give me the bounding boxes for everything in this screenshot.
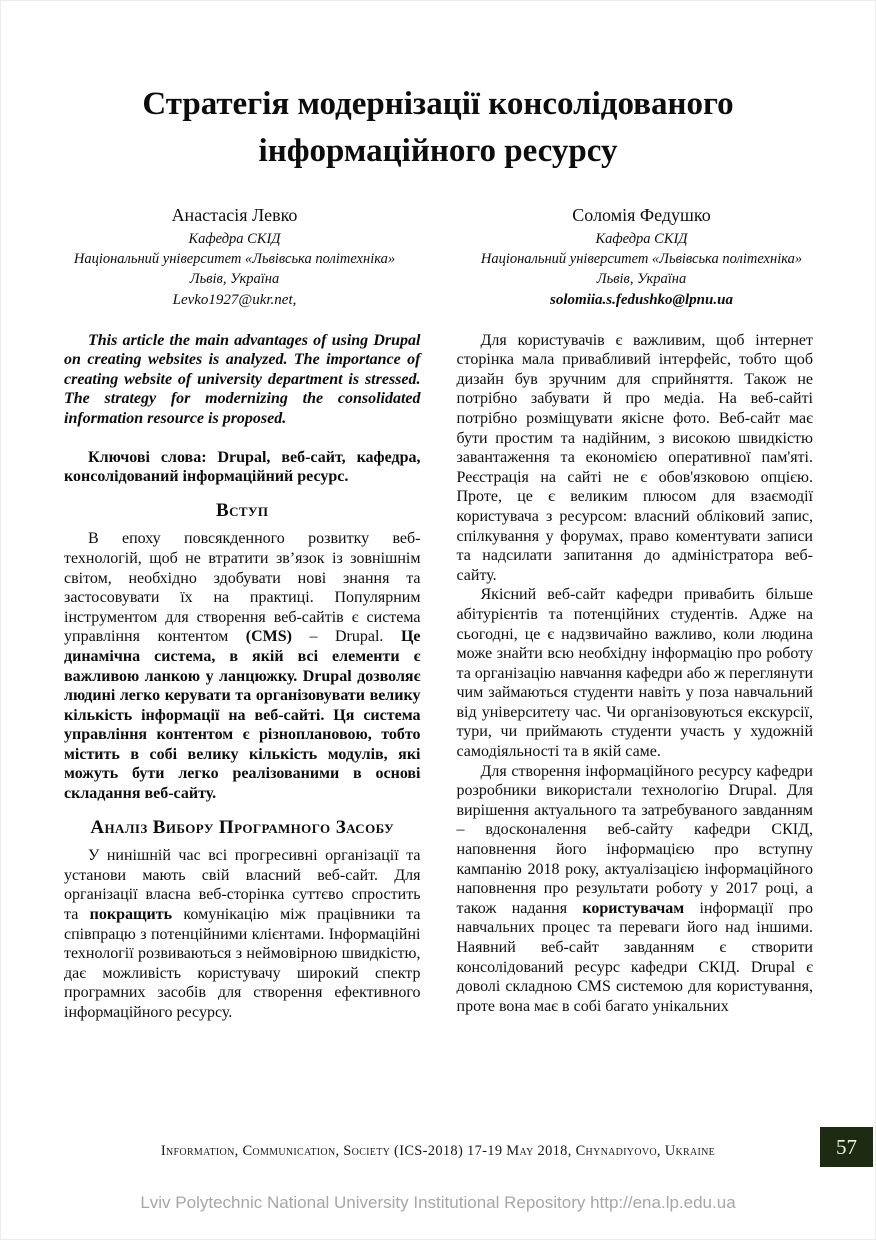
conference-footer: Information, Communication, Society (ICS-2018) 17-19 May 2018, Chynadiyovo, Ukraine (160, 1143, 716, 1159)
author-name: Соломія Федушко (572, 204, 711, 225)
author-city: Львів, Україна (596, 271, 687, 288)
abstract-paragraph: This article the main advantages of using Drupal on creating websites is analyzed. The importance of creating website of university department is stressed. The strategy for modernizing the consolidated information resource is proposed. (64, 331, 421, 427)
author-university: Національний університет «Львівська політехніка» (73, 251, 396, 268)
intro-paragraph: В епоху повсякденного розвитку веб-технологій, щоб не втратити зв’язок із зовнішнім світом, необхідно здобувати нові знання та застосовувати їх на практиці. Популярним інструментом для створення веб-сайтів є система управління контентом (CMS) – Drupal. Це динамічна система, в якій всі елементи є важливою ланкою у ланцюжку. Drupal дозволяє людині легко керувати та організовувати велику кількість інформації на веб-сайті. Ця система управління контентом є різноплановою, тобто містить в собі велику кількість модулів, які можуть бути легко реалізованими в основі складання веб-сайту. (64, 530, 421, 803)
analysis-paragraph: У нинішній час всі прогресивні організації та установи мають свій власний веб-сайт. Для організації власна веб-сторінка суттєво спростить та покращить комунікацію між працівники та співпрацю з потенційними клієнтами. Інформаційні технології розвиваються з неймовірною швидкістю, дає можливість користувачу широкий спектр програмних засобів для створення ефективного інформаційного ресурсу. (64, 847, 421, 1022)
author-email: Levko1927@ukr.net, (172, 291, 297, 308)
right-column (457, 331, 814, 1023)
repository-banner: Lviv Polytechnic National University Institutional Repository http://ena.lp.edu.ua (140, 1193, 736, 1212)
page-number-badge (820, 1127, 873, 1167)
left-column (64, 331, 421, 1023)
author-block-right (438, 205, 845, 309)
authors-row (31, 205, 845, 309)
author-department: Кафедра СКІД (595, 230, 688, 247)
page-number: 57 (836, 1134, 857, 1159)
paper-title: Стратегія модернізації консолідованого інформаційного ресурсу (142, 86, 734, 169)
body-paragraph: Для створення інформаційного ресурсу кафедри розробники використали технологію Drupal. Для вирішення актуального та затребуваного завданням – вдосконалення веб-сайту кафедри СКІД, наповнення його інформацією про вступну кампанію 2018 року, актуалізацією інформаційного наповнення про результати роботу у 2017 році, а також надання користувачам інформації про навчальних процес та переваги його над іншими. Наявний веб-сайт завданням є створити консолідований ресурс кафедри СКІД. Drupal є доволі складною CMS системою для користування, проте вона має в собі багато унікальних (456, 762, 814, 1015)
body-paragraph: Для користувачів є важливим, щоб інтернет сторінка мала привабливий інтерфейс, тобто щоб дизайн був зручним для сприйняття. Також не потрібно забувати й про медіа. На веб-сайті потрібно розміщувати якісне фото. Веб-сайт має бути простим та надійним, з високою швидкістю завантаження та економією оперативної пам'яті. Реєстрація на сайті не є обов'язковою опцією. Проте, це є великим плюсом для взаємодії користувача з ресурсом: власний обліковий запис, спілкування у форумах, право коментувати записи та надсилати запитання до адміністратора веб-сайту. (456, 331, 813, 584)
body-paragraph: Якісний веб-сайт кафедри привабить більше абітурієнтів та потенційних студентів. Адже на сьогодні, це є надзвичайно важливо, коли людина може знайти всю необхідну інформацію про роботу та організацію навчання кафедри або ж переглянути чим займаються студенти навіть у поза навчальний від університету час. Чи організовуються екскурсії, тури, чи приймають студенти участь у художній самодіяльності та в якій саме. (456, 586, 813, 761)
section-heading-analysis: Аналіз Вибору Програмного Засобу (90, 816, 395, 838)
section-heading-intro: Вступ (216, 499, 269, 521)
author-name: Анастасія Левко (171, 204, 298, 225)
author-email: solomiia.s.fedushko@lpnu.ua (550, 291, 733, 308)
author-university: Національний університет «Львівська політехніка» (480, 251, 803, 268)
keywords-paragraph: Ключові слова: Drupal, веб-сайт, кафедра, консолідований інформаційний ресурс. (64, 448, 421, 486)
author-block-left (31, 205, 438, 309)
two-column-body (1, 331, 875, 1023)
author-department: Кафедра СКІД (188, 230, 281, 247)
author-city: Львів, Україна (189, 271, 280, 288)
